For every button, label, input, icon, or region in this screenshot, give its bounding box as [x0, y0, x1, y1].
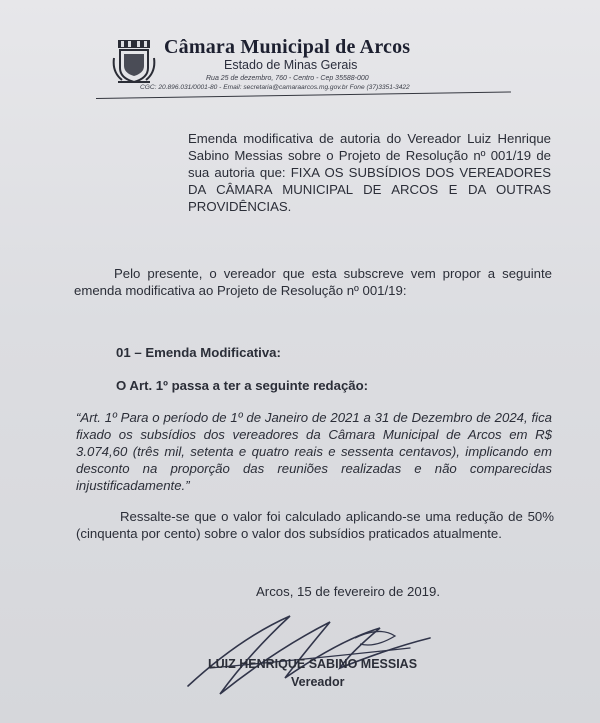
- letterhead: [112, 36, 532, 106]
- article-text: “Art. 1º Para o período de 1º de Janeiro de 2021 a 31 de Dezembro de 2024, fica fixado os subsídios dos vereadores da Câmara Municipal de Arcos em R$ 3.074,60 (três mil, setenta e quatro reais e sessenta centavos), implicando em desconto na proporção das reuniões realizadas e não comparecidas injustificadamente.”: [76, 410, 552, 493]
- signatory-role: Vereador: [291, 675, 345, 689]
- justification-paragraph: Ressalte-se que o valor foi calculado aplicando-se uma redução de 50% (cinquenta por cento) sobre o valor dos subsídios praticados atualmente.: [76, 509, 554, 541]
- handwritten-signature: [180, 598, 480, 708]
- article-heading: O Art. 1º passa a ter a seguinte redação:: [116, 378, 369, 393]
- organization-name: Câmara Municipal de Arcos: [164, 36, 411, 58]
- contact-line: CGC: 20.896.031/0001-80 - Email: secretaria@camaraarcos.mg.gov.br Fone (37)3351-3422: [140, 84, 410, 91]
- amendment-heading: 01 – Emenda Modificativa:: [116, 345, 281, 360]
- municipal-seal-icon: [112, 38, 156, 86]
- address-line: Rua 25 de dezembro, 760 - Centro - Cep 35588-000: [206, 75, 369, 82]
- amendment-summary: Emenda modificativa de autoria do Vereador Luiz Henrique Sabino Messias sobre o Projeto de Resolução nº 001/19 de sua autoria que: FIXA OS SUBSÍDIOS DOS VEREADORES DA CÂMARA MUNICIPAL DE ARCOS E DA OUTRAS PROVIDÊNCIAS.: [188, 131, 551, 214]
- document-date: Arcos, 15 de fevereiro de 2019.: [256, 584, 441, 599]
- organization-state: Estado de Minas Gerais: [224, 58, 358, 72]
- proposal-paragraph: Pelo presente, o vereador que esta subscreve vem propor a seguinte emenda modificativa ao Projeto de Resolução nº 001/19:: [74, 266, 552, 298]
- signatory-name: LUIZ HENRIQUE SABINO MESSIAS: [208, 657, 418, 671]
